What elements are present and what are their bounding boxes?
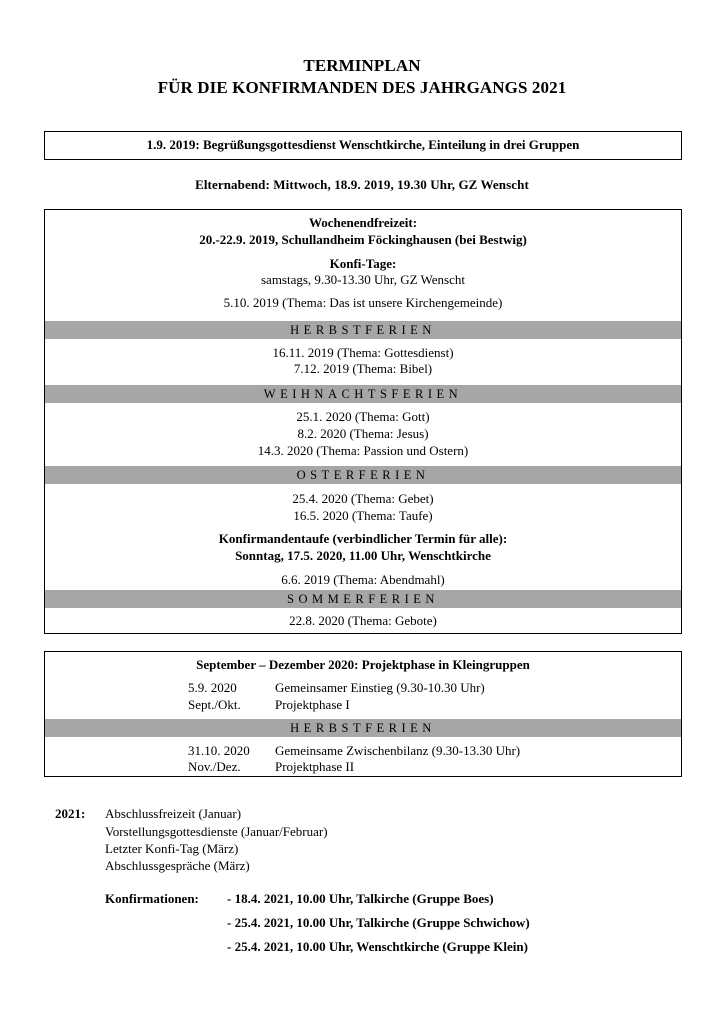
konfi-detail: samstags, 9.30-13.30 Uhr, GZ Wenscht (260, 272, 465, 287)
date-item: 22.8. 2020 (Thema: Gebote) (289, 613, 437, 628)
osterferien-bar: OSTERFERIEN (45, 466, 681, 484)
row-date: 31.10. 2020 (188, 743, 250, 758)
welcome-box (44, 131, 682, 160)
konfi-title: Konfi-Tage: (329, 256, 397, 271)
date-item: 25.4. 2020 (Thema: Gebet) (292, 491, 434, 506)
herbstferien-bar: HERBSTFERIEN (45, 321, 681, 339)
konfirmation-item: - 25.4. 2021, 10.00 Uhr, Wenschtkirche (Gruppe Klein) (227, 939, 528, 954)
page-title-line1: TERMINPLAN (303, 56, 421, 75)
row-text: Projektphase I (275, 697, 350, 712)
taufe-detail: Sonntag, 17.5. 2020, 11.00 Uhr, Wenschtkirche (235, 548, 491, 563)
list-item: Abschlussfreizeit (Januar) (105, 806, 242, 821)
row-date: Nov./Dez. (188, 759, 241, 774)
date-item: 16.5. 2020 (Thema: Taufe) (293, 508, 433, 523)
row-text: Gemeinsamer Einstieg (9.30-10.30 Uhr) (275, 680, 485, 695)
elternabend-text: Elternabend: Mittwoch, 18.9. 2019, 19.30 Uhr, GZ Wenscht (195, 177, 529, 192)
wochenend-detail: 20.-22.9. 2019, Schullandheim Föckinghausen (bei Bestwig) (199, 232, 527, 247)
list-item: Vorstellungsgottesdienste (Januar/Februar) (105, 824, 328, 839)
list-item: Letzter Konfi-Tag (März) (105, 841, 239, 856)
welcome-text: 1.9. 2019: Begrüßungsgottesdienst Wenschtkirche, Einteilung in drei Gruppen (146, 137, 580, 152)
year-label: 2021: (55, 806, 86, 821)
projektphase-box (44, 651, 682, 777)
konfirmation-item: - 18.4. 2021, 10.00 Uhr, Talkirche (Gruppe Boes) (227, 891, 494, 906)
taufe-title: Konfirmandentaufe (verbindlicher Termin für alle): (218, 531, 508, 546)
date-item: 25.1. 2020 (Thema: Gott) (296, 409, 430, 424)
row-date: Sept./Okt. (188, 697, 241, 712)
schedule-box (44, 209, 682, 634)
wochenend-title: Wochenendfreizeit: (308, 215, 418, 230)
date-item: 6.6. 2019 (Thema: Abendmahl) (281, 572, 445, 587)
row-text: Gemeinsame Zwischenbilanz (9.30-13.30 Uhr) (275, 743, 521, 758)
date-item: 8.2. 2020 (Thema: Jesus) (297, 426, 429, 441)
page-title-line2: FÜR DIE KONFIRMANDEN DES JAHRGANGS 2021 (157, 78, 567, 97)
date-item: 7.12. 2019 (Thema: Bibel) (293, 361, 433, 376)
konfirmationen-label: Konfirmationen: (105, 891, 199, 906)
herbstferien-bar-2: HERBSTFERIEN (45, 719, 681, 737)
sommerferien-bar: SOMMERFERIEN (45, 590, 681, 608)
konfirmation-item: - 25.4. 2021, 10.00 Uhr, Talkirche (Gruppe Schwichow) (227, 915, 530, 930)
date-item: 5.10. 2019 (Thema: Das ist unsere Kirchengemeinde) (223, 295, 503, 310)
date-item: 16.11. 2019 (Thema: Gottesdienst) (272, 345, 454, 360)
projektphase-title: September – Dezember 2020: Projektphase in Kleingruppen (196, 657, 530, 672)
row-date: 5.9. 2020 (188, 680, 237, 695)
row-text: Projektphase II (275, 759, 355, 774)
list-item: Abschlussgespräche (März) (105, 858, 250, 873)
date-item: 14.3. 2020 (Thema: Passion und Ostern) (257, 443, 469, 458)
weihnachtsferien-bar: WEIHNACHTSFERIEN (45, 385, 681, 403)
